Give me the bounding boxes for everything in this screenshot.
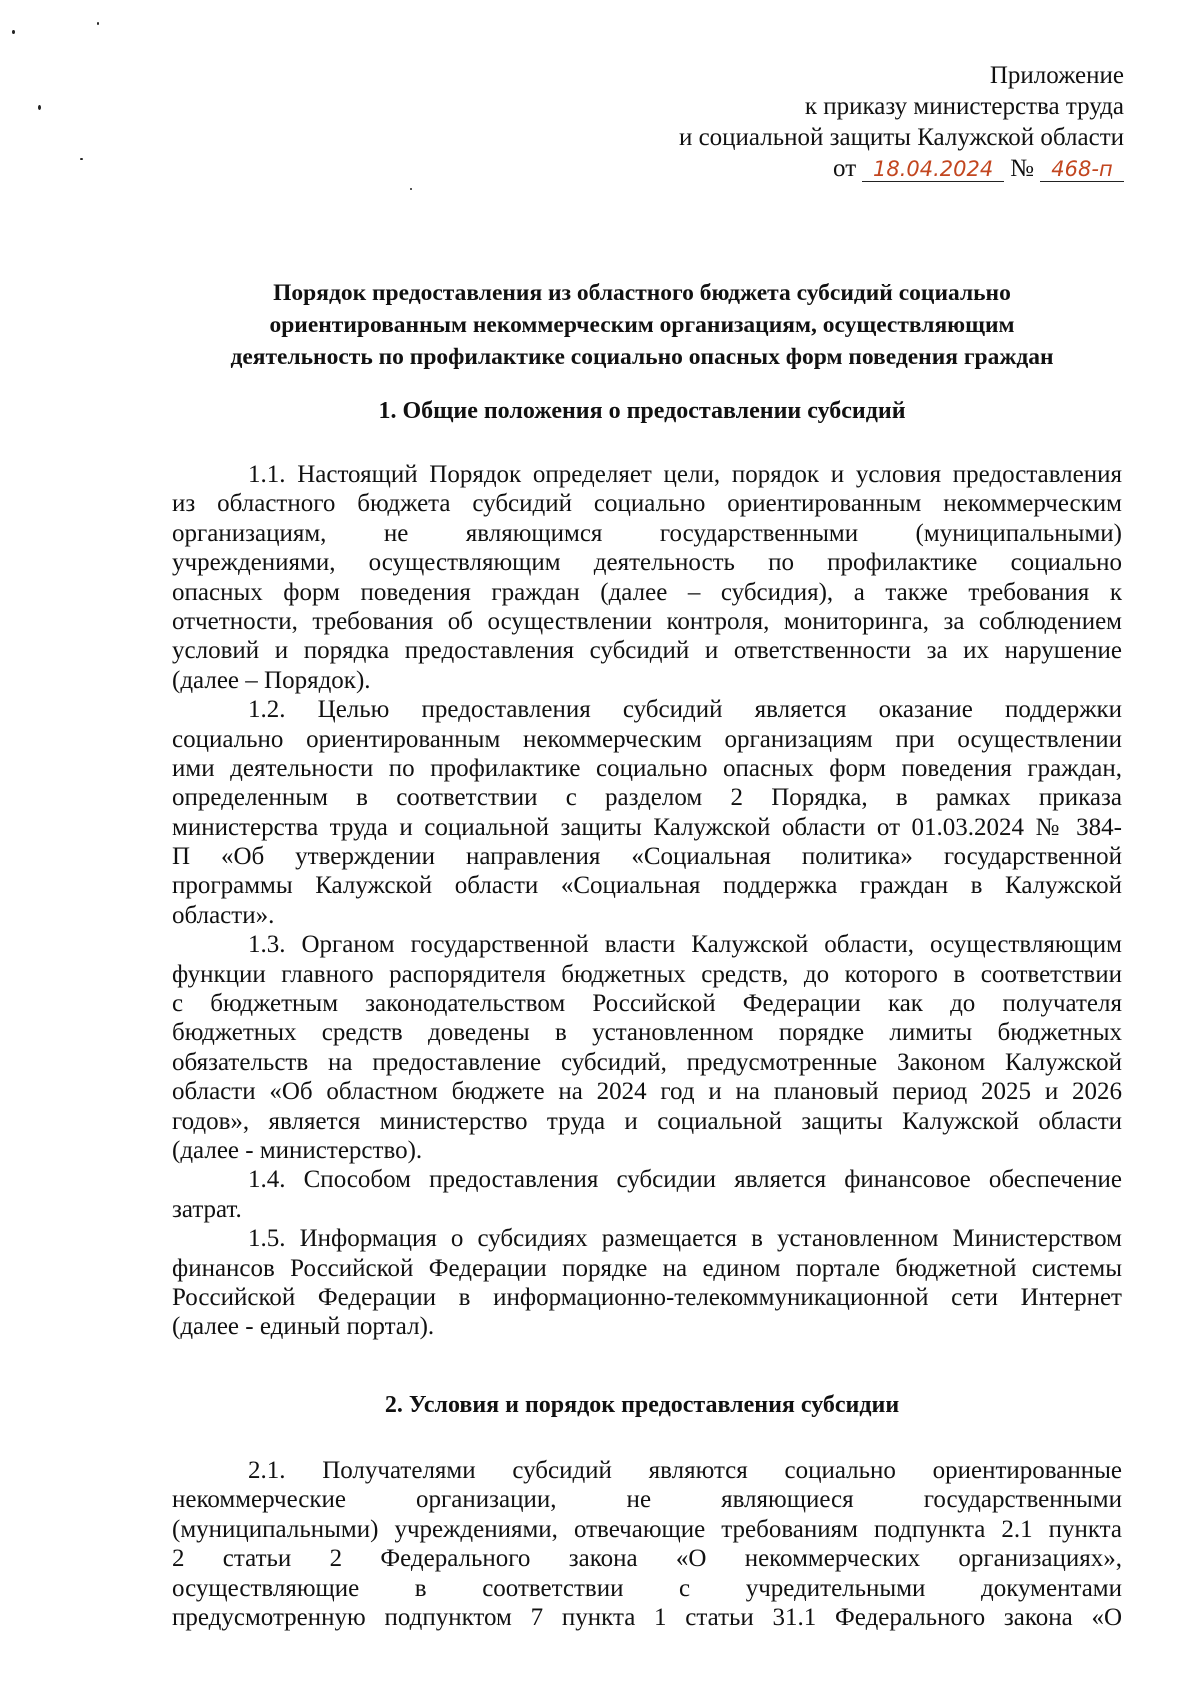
text-line: (далее - министерство). bbox=[172, 1136, 423, 1164]
number-prefix: № bbox=[1010, 155, 1034, 182]
text-line: программы Калужской области «Социальная поддержка граждан в Калужской bbox=[172, 872, 1122, 900]
order-date-line bbox=[833, 153, 1124, 184]
appendix-line-3: и социальной защиты Калужской области bbox=[678, 124, 1124, 151]
text-line: (далее – Порядок). bbox=[172, 666, 371, 694]
text-line: П «Об утверждении направления «Социальная политика» государственной bbox=[172, 843, 1122, 871]
handwritten-number: 468-п bbox=[1040, 157, 1124, 182]
appendix-header bbox=[679, 60, 1124, 184]
appendix-line-2: к приказу министерства труда bbox=[804, 93, 1124, 120]
text-line: 1.4. Способом предоставления субсидии является финансовое обеспечение bbox=[248, 1166, 1122, 1194]
date-prefix: от bbox=[833, 155, 857, 182]
text-line: отчетности, требования об осуществлении контроля, мониторинга, за соблюдением bbox=[172, 607, 1122, 635]
section-1-body bbox=[172, 460, 1122, 1342]
text-line: финансов Российской Федерации порядке на едином портале бюджетной системы bbox=[172, 1254, 1122, 1282]
title-line: ориентированным некоммерческим организациям, осуществляющим bbox=[269, 312, 1015, 338]
text-line: (далее - единый портал). bbox=[172, 1313, 435, 1341]
text-line: 1.3. Органом государственной власти Калужской области, осуществляющим bbox=[248, 931, 1122, 959]
document-title bbox=[160, 277, 1124, 373]
text-line: с бюджетным законодательством Российской Федерации как до получателя bbox=[172, 990, 1122, 1018]
text-line: учреждениями, осуществляющим деятельность по профилактике социально bbox=[172, 549, 1122, 577]
text-line: предусмотренную подпунктом 7 пункта 1 статьи 31.1 Федерального закона «О bbox=[172, 1603, 1122, 1631]
scan-speck bbox=[38, 105, 41, 110]
text-line: осуществляющие в соответствии с учредительными документами bbox=[172, 1574, 1122, 1602]
text-line: 1.2. Целью предоставления субсидий является оказание поддержки bbox=[248, 696, 1122, 724]
text-line: условий и порядка предоставления субсидий и ответственности за их нарушение bbox=[172, 637, 1122, 665]
text-line: бюджетных средств доведены в установленном порядке лимиты бюджетных bbox=[172, 1019, 1122, 1047]
text-line: области». bbox=[172, 901, 275, 929]
title-line: деятельность по профилактике социально опасных форм поведения граждан bbox=[230, 344, 1054, 370]
text-line: опасных форм поведения граждан (далее – субсидия), а также требования к bbox=[172, 578, 1122, 606]
text-line: обязательств на предоставление субсидий, предусмотренные Законом Калужской bbox=[172, 1048, 1122, 1076]
section-2-body bbox=[172, 1456, 1122, 1632]
scan-speck bbox=[410, 188, 412, 190]
text-line: 1.1. Настоящий Порядок определяет цели, порядок и условия предоставления bbox=[248, 461, 1122, 488]
scan-speck bbox=[80, 158, 83, 160]
text-line: затрат. bbox=[172, 1195, 242, 1223]
text-line: социально ориентированным некоммерческим организациям при осуществлении bbox=[172, 725, 1122, 753]
section-2-heading: 2. Условия и порядок предоставления субсидии bbox=[384, 1392, 900, 1418]
text-line: функции главного распорядителя бюджетных средств, до которого в соответствии bbox=[172, 960, 1122, 988]
section-1-heading: 1. Общие положения о предоставлении субсидий bbox=[378, 398, 906, 424]
text-line: 1.5. Информация о субсидиях размещается в установленном Министерством bbox=[248, 1225, 1122, 1253]
text-line: ими деятельности по профилактике социально опасных форм поведения граждан, bbox=[172, 754, 1122, 782]
scan-speck bbox=[97, 22, 99, 25]
text-line: 2.1. Получателями субсидий являются социально ориентированные bbox=[248, 1457, 1122, 1484]
text-line: 2 статьи 2 Федерального закона «О некоммерческих организациях», bbox=[172, 1545, 1122, 1573]
text-line: определенным в соответствии с разделом 2 Порядка, в рамках приказа bbox=[172, 784, 1122, 812]
text-line: организациям, не являющимся государственными (муниципальными) bbox=[172, 519, 1122, 547]
text-line: министерства труда и социальной защиты Калужской области от 01.03.2024 № 384- bbox=[172, 813, 1122, 841]
text-line: годов», является министерство труда и социальной защиты Калужской области bbox=[172, 1107, 1122, 1135]
text-line: из областного бюджета субсидий социально ориентированным некоммерческим bbox=[172, 490, 1122, 518]
text-line: некоммерческие организации, не являющиеся государственными bbox=[172, 1486, 1122, 1514]
handwritten-date: 18.04.2024 bbox=[862, 157, 1004, 182]
scan-speck bbox=[12, 30, 15, 34]
text-line: Российской Федерации в информационно-телекоммуникационной сети Интернет bbox=[172, 1283, 1122, 1311]
text-line: (муниципальными) учреждениями, отвечающие требованиям подпункта 2.1 пункта bbox=[172, 1515, 1122, 1543]
appendix-line-1: Приложение bbox=[989, 62, 1124, 89]
text-line: области «Об областном бюджете на 2024 год и на плановый период 2025 и 2026 bbox=[172, 1078, 1122, 1106]
title-line: Порядок предоставления из областного бюджета субсидий социально bbox=[273, 280, 1011, 306]
